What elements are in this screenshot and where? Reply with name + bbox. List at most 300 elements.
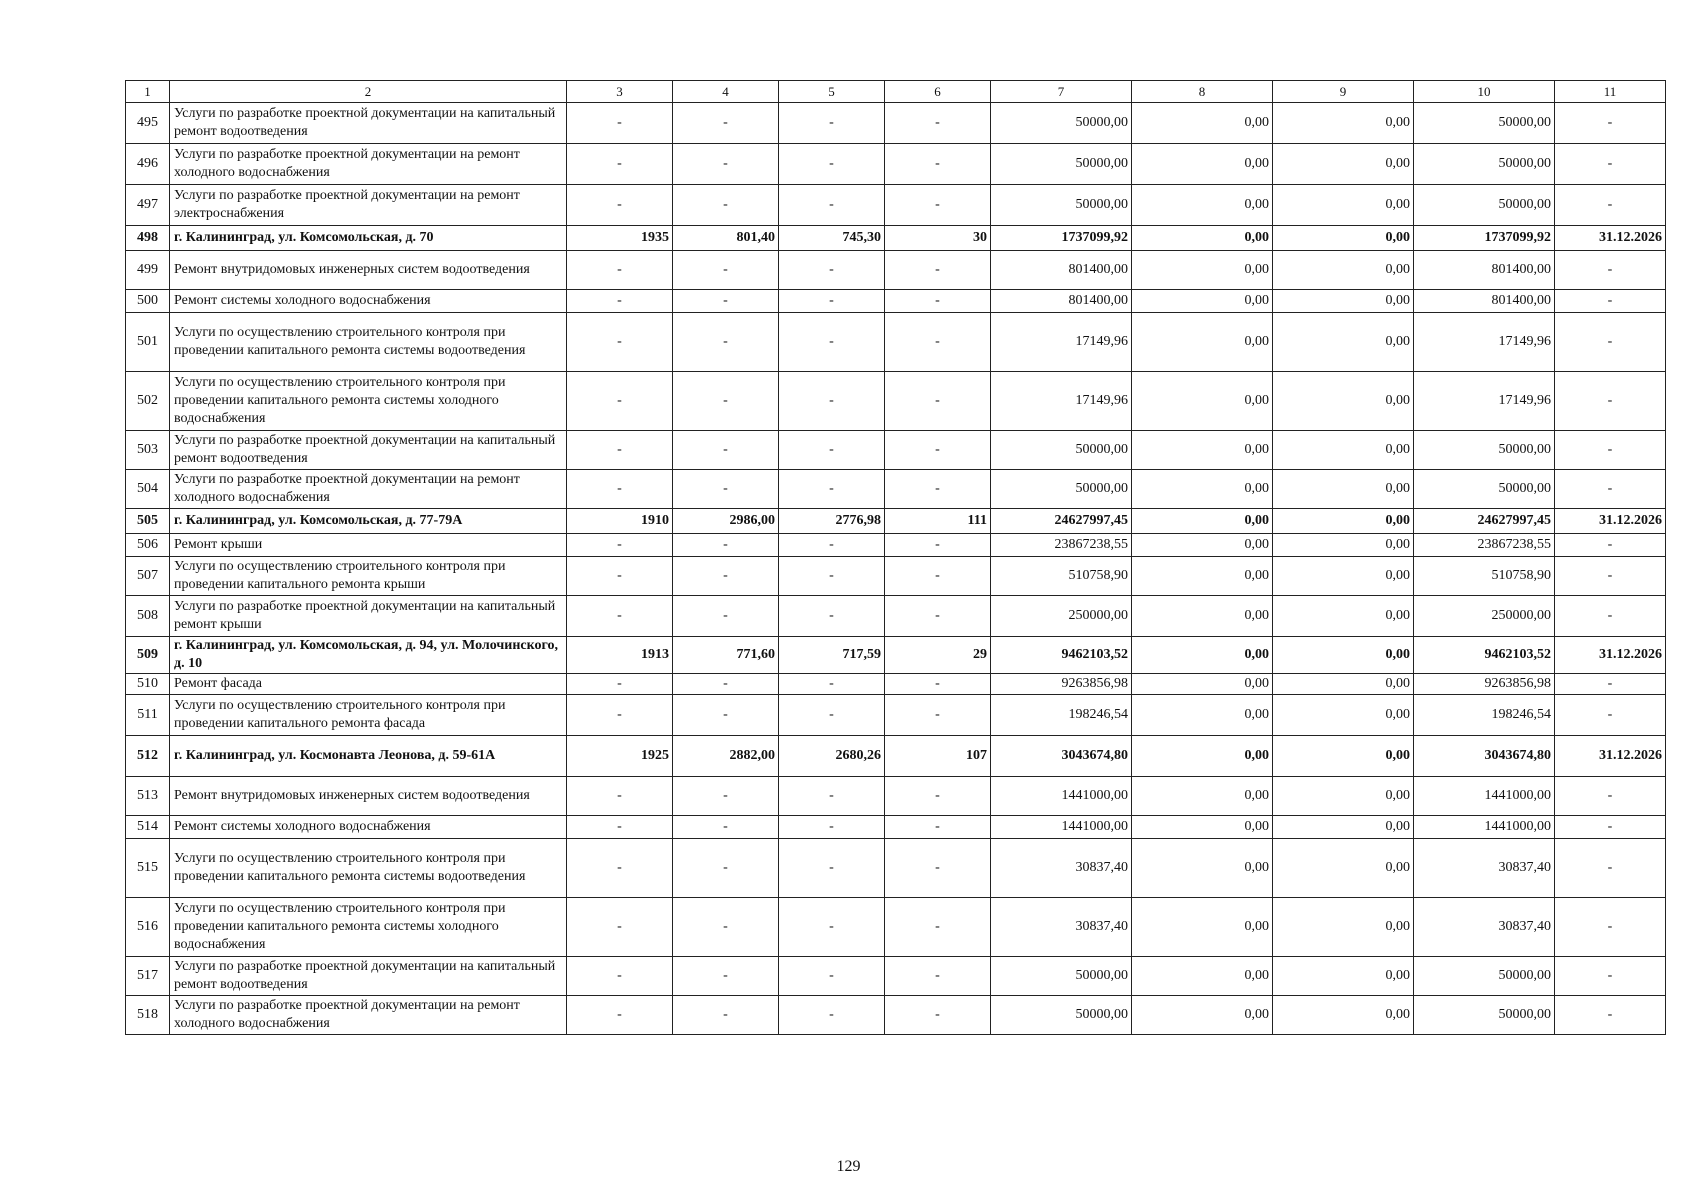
col9-cell: 0,00 [1273, 372, 1414, 431]
column-number-header: 3 [567, 81, 673, 103]
col6-cell: 30 [885, 226, 991, 251]
col3-cell: - [567, 103, 673, 144]
col3-cell: - [567, 839, 673, 898]
item-name-cell: Услуги по разработке проектной документации на капитальный ремонт водоотведения [170, 431, 567, 470]
col11-cell: - [1555, 777, 1666, 816]
col6-cell: - [885, 996, 991, 1035]
col9-cell: 0,00 [1273, 144, 1414, 185]
col6-cell: - [885, 695, 991, 736]
col8-cell: 0,00 [1132, 816, 1273, 839]
col5-cell: - [779, 957, 885, 996]
col9-cell: 0,00 [1273, 674, 1414, 695]
column-number-header: 6 [885, 81, 991, 103]
row-number-cell: 500 [126, 290, 170, 313]
col7-cell: 1441000,00 [991, 777, 1132, 816]
col8-cell: 0,00 [1132, 839, 1273, 898]
col10-cell: 17149,96 [1414, 372, 1555, 431]
row-number-cell: 503 [126, 431, 170, 470]
col7-cell: 50000,00 [991, 957, 1132, 996]
row-number-cell: 497 [126, 185, 170, 226]
col6-cell: - [885, 816, 991, 839]
col9-cell: 0,00 [1273, 736, 1414, 777]
item-name-cell: Услуги по разработке проектной документации на ремонт холодного водоснабжения [170, 996, 567, 1035]
row-number-cell: 507 [126, 557, 170, 596]
col8-cell: 0,00 [1132, 509, 1273, 534]
col6-cell: - [885, 185, 991, 226]
col4-cell: - [673, 313, 779, 372]
item-name-cell: Услуги по разработке проектной документации на ремонт холодного водоснабжения [170, 470, 567, 509]
col8-cell: 0,00 [1132, 251, 1273, 290]
col9-cell: 0,00 [1273, 777, 1414, 816]
table-row [126, 695, 1666, 736]
column-number-header: 2 [170, 81, 567, 103]
col6-cell: - [885, 534, 991, 557]
col6-cell: - [885, 898, 991, 957]
table-row [126, 313, 1666, 372]
col11-cell: - [1555, 144, 1666, 185]
col8-cell: 0,00 [1132, 674, 1273, 695]
col4-cell: 801,40 [673, 226, 779, 251]
column-number-header: 8 [1132, 81, 1273, 103]
col10-cell: 23867238,55 [1414, 534, 1555, 557]
col5-cell: - [779, 596, 885, 637]
col9-cell: 0,00 [1273, 290, 1414, 313]
col10-cell: 9462103,52 [1414, 637, 1555, 674]
col3-cell: - [567, 431, 673, 470]
col7-cell: 1441000,00 [991, 816, 1132, 839]
col11-cell: - [1555, 898, 1666, 957]
col4-cell: - [673, 596, 779, 637]
col10-cell: 510758,90 [1414, 557, 1555, 596]
col3-cell: 1935 [567, 226, 673, 251]
col10-cell: 1737099,92 [1414, 226, 1555, 251]
col5-cell: - [779, 695, 885, 736]
col7-cell: 17149,96 [991, 372, 1132, 431]
col4-cell: - [673, 470, 779, 509]
col9-cell: 0,00 [1273, 251, 1414, 290]
col5-cell: - [779, 144, 885, 185]
col5-cell: - [779, 185, 885, 226]
item-name-cell: Ремонт системы холодного водоснабжения [170, 816, 567, 839]
row-number-cell: 496 [126, 144, 170, 185]
col4-cell: - [673, 431, 779, 470]
address-row [126, 736, 1666, 777]
col10-cell: 1441000,00 [1414, 816, 1555, 839]
col5-cell: 2680,26 [779, 736, 885, 777]
col11-cell: - [1555, 290, 1666, 313]
item-name-cell: Услуги по осуществлению строительного контроля при проведении капитального ремонта крыши [170, 557, 567, 596]
col5-cell: 2776,98 [779, 509, 885, 534]
col8-cell: 0,00 [1132, 144, 1273, 185]
col4-cell: - [673, 839, 779, 898]
table-row [126, 431, 1666, 470]
col9-cell: 0,00 [1273, 226, 1414, 251]
col9-cell: 0,00 [1273, 313, 1414, 372]
item-name-cell: Ремонт внутридомовых инженерных систем водоотведения [170, 251, 567, 290]
table-row [126, 534, 1666, 557]
col8-cell: 0,00 [1132, 736, 1273, 777]
row-number-cell: 502 [126, 372, 170, 431]
col3-cell: 1913 [567, 637, 673, 674]
col9-cell: 0,00 [1273, 695, 1414, 736]
table-row [126, 898, 1666, 957]
col3-cell: - [567, 596, 673, 637]
col4-cell: - [673, 557, 779, 596]
item-name-cell: Услуги по осуществлению строительного контроля при проведении капитального ремонта системы холодного водоснабжения [170, 372, 567, 431]
col6-cell: - [885, 290, 991, 313]
col11-cell: - [1555, 534, 1666, 557]
col5-cell: - [779, 372, 885, 431]
col5-cell: - [779, 103, 885, 144]
col10-cell: 50000,00 [1414, 431, 1555, 470]
col7-cell: 23867238,55 [991, 534, 1132, 557]
table-row [126, 557, 1666, 596]
col7-cell: 50000,00 [991, 470, 1132, 509]
col4-cell: - [673, 251, 779, 290]
col11-cell: 31.12.2026 [1555, 509, 1666, 534]
col9-cell: 0,00 [1273, 509, 1414, 534]
table-row [126, 777, 1666, 816]
item-name-cell: Ремонт крыши [170, 534, 567, 557]
table-row [126, 185, 1666, 226]
col3-cell: - [567, 470, 673, 509]
col6-cell: - [885, 313, 991, 372]
row-number-cell: 513 [126, 777, 170, 816]
col10-cell: 50000,00 [1414, 103, 1555, 144]
col6-cell: - [885, 144, 991, 185]
col8-cell: 0,00 [1132, 431, 1273, 470]
col6-cell: - [885, 596, 991, 637]
item-name-cell: Услуги по осуществлению строительного контроля при проведении капитального ремонта системы холодного водоснабжения [170, 898, 567, 957]
col9-cell: 0,00 [1273, 816, 1414, 839]
col5-cell: - [779, 431, 885, 470]
col4-cell: - [673, 290, 779, 313]
col7-cell: 801400,00 [991, 251, 1132, 290]
column-number-header: 5 [779, 81, 885, 103]
col11-cell: - [1555, 313, 1666, 372]
col4-cell: - [673, 777, 779, 816]
col6-cell: - [885, 839, 991, 898]
col3-cell: - [567, 957, 673, 996]
col7-cell: 30837,40 [991, 839, 1132, 898]
table-row [126, 103, 1666, 144]
item-name-cell: Услуги по осуществлению строительного контроля при проведении капитального ремонта системы водоотведения [170, 313, 567, 372]
row-number-cell: 514 [126, 816, 170, 839]
col4-cell: - [673, 144, 779, 185]
col5-cell: 717,59 [779, 637, 885, 674]
item-name-cell: Услуги по разработке проектной документации на капитальный ремонт водоотведения [170, 103, 567, 144]
col5-cell: - [779, 313, 885, 372]
col8-cell: 0,00 [1132, 534, 1273, 557]
col10-cell: 17149,96 [1414, 313, 1555, 372]
column-number-header: 9 [1273, 81, 1414, 103]
col10-cell: 9263856,98 [1414, 674, 1555, 695]
row-number-cell: 516 [126, 898, 170, 957]
col3-cell: - [567, 290, 673, 313]
col7-cell: 50000,00 [991, 144, 1132, 185]
col6-cell: - [885, 557, 991, 596]
item-name-cell: г. Калининград, ул. Комсомольская, д. 77-79А [170, 509, 567, 534]
col7-cell: 3043674,80 [991, 736, 1132, 777]
col9-cell: 0,00 [1273, 557, 1414, 596]
col10-cell: 50000,00 [1414, 144, 1555, 185]
column-number-header-row [126, 81, 1666, 103]
col11-cell: - [1555, 596, 1666, 637]
col4-cell: - [673, 898, 779, 957]
row-number-cell: 518 [126, 996, 170, 1035]
col5-cell: - [779, 816, 885, 839]
col3-cell: - [567, 816, 673, 839]
item-name-cell: Услуги по осуществлению строительного контроля при проведении капитального ремонта системы водоотведения [170, 839, 567, 898]
item-name-cell: г. Калининград, ул. Космонавта Леонова, д. 59-61А [170, 736, 567, 777]
item-name-cell: Услуги по разработке проектной документации на ремонт электроснабжения [170, 185, 567, 226]
col8-cell: 0,00 [1132, 103, 1273, 144]
col9-cell: 0,00 [1273, 534, 1414, 557]
col7-cell: 50000,00 [991, 431, 1132, 470]
col11-cell: - [1555, 103, 1666, 144]
col4-cell: - [673, 816, 779, 839]
col3-cell: - [567, 313, 673, 372]
col11-cell: 31.12.2026 [1555, 637, 1666, 674]
col8-cell: 0,00 [1132, 313, 1273, 372]
col8-cell: 0,00 [1132, 695, 1273, 736]
col8-cell: 0,00 [1132, 777, 1273, 816]
column-number-header: 10 [1414, 81, 1555, 103]
col6-cell: - [885, 674, 991, 695]
col10-cell: 50000,00 [1414, 185, 1555, 226]
column-number-header: 1 [126, 81, 170, 103]
col6-cell: 29 [885, 637, 991, 674]
col6-cell: - [885, 251, 991, 290]
col6-cell: - [885, 372, 991, 431]
col4-cell: - [673, 185, 779, 226]
table-row [126, 596, 1666, 637]
table-row [126, 957, 1666, 996]
col11-cell: - [1555, 185, 1666, 226]
col8-cell: 0,00 [1132, 185, 1273, 226]
table-row [126, 839, 1666, 898]
col10-cell: 3043674,80 [1414, 736, 1555, 777]
col9-cell: 0,00 [1273, 185, 1414, 226]
col3-cell: - [567, 144, 673, 185]
col6-cell: - [885, 957, 991, 996]
item-name-cell: Услуги по разработке проектной документации на ремонт холодного водоснабжения [170, 144, 567, 185]
item-name-cell: Услуги по осуществлению строительного контроля при проведении капитального ремонта фасада [170, 695, 567, 736]
item-name-cell: Ремонт системы холодного водоснабжения [170, 290, 567, 313]
item-name-cell: Ремонт фасада [170, 674, 567, 695]
item-name-cell: Услуги по разработке проектной документации на капитальный ремонт водоотведения [170, 957, 567, 996]
col8-cell: 0,00 [1132, 226, 1273, 251]
col5-cell: - [779, 674, 885, 695]
row-number-cell: 512 [126, 736, 170, 777]
col10-cell: 30837,40 [1414, 839, 1555, 898]
row-number-cell: 504 [126, 470, 170, 509]
row-number-cell: 506 [126, 534, 170, 557]
col11-cell: - [1555, 839, 1666, 898]
col4-cell: - [673, 996, 779, 1035]
col7-cell: 1737099,92 [991, 226, 1132, 251]
col7-cell: 9263856,98 [991, 674, 1132, 695]
col4-cell: - [673, 674, 779, 695]
col4-cell: - [673, 103, 779, 144]
column-number-header: 4 [673, 81, 779, 103]
repair-schedule-table [125, 80, 1666, 1035]
col10-cell: 50000,00 [1414, 957, 1555, 996]
table-row [126, 470, 1666, 509]
col4-cell: 2882,00 [673, 736, 779, 777]
col3-cell: - [567, 996, 673, 1035]
col6-cell: - [885, 470, 991, 509]
col3-cell: - [567, 695, 673, 736]
col5-cell: - [779, 996, 885, 1035]
item-name-cell: г. Калининград, ул. Комсомольская, д. 70 [170, 226, 567, 251]
col4-cell: - [673, 372, 779, 431]
col9-cell: 0,00 [1273, 957, 1414, 996]
table-row [126, 372, 1666, 431]
col9-cell: 0,00 [1273, 470, 1414, 509]
col10-cell: 801400,00 [1414, 251, 1555, 290]
col3-cell: - [567, 534, 673, 557]
col8-cell: 0,00 [1132, 372, 1273, 431]
col6-cell: 111 [885, 509, 991, 534]
col3-cell: 1925 [567, 736, 673, 777]
address-row [126, 637, 1666, 674]
col9-cell: 0,00 [1273, 596, 1414, 637]
col8-cell: 0,00 [1132, 290, 1273, 313]
col7-cell: 50000,00 [991, 185, 1132, 226]
col9-cell: 0,00 [1273, 898, 1414, 957]
row-number-cell: 510 [126, 674, 170, 695]
col9-cell: 0,00 [1273, 637, 1414, 674]
col3-cell: - [567, 674, 673, 695]
col8-cell: 0,00 [1132, 557, 1273, 596]
col5-cell: - [779, 839, 885, 898]
table-row [126, 251, 1666, 290]
row-number-cell: 509 [126, 637, 170, 674]
col11-cell: - [1555, 557, 1666, 596]
col11-cell: - [1555, 996, 1666, 1035]
row-number-cell: 498 [126, 226, 170, 251]
col7-cell: 24627997,45 [991, 509, 1132, 534]
item-name-cell: Ремонт внутридомовых инженерных систем водоотведения [170, 777, 567, 816]
col7-cell: 50000,00 [991, 996, 1132, 1035]
col11-cell: - [1555, 695, 1666, 736]
row-number-cell: 505 [126, 509, 170, 534]
col9-cell: 0,00 [1273, 431, 1414, 470]
item-name-cell: Услуги по разработке проектной документации на капитальный ремонт крыши [170, 596, 567, 637]
col11-cell: - [1555, 470, 1666, 509]
col4-cell: 771,60 [673, 637, 779, 674]
col7-cell: 17149,96 [991, 313, 1132, 372]
col8-cell: 0,00 [1132, 596, 1273, 637]
table-row [126, 144, 1666, 185]
row-number-cell: 501 [126, 313, 170, 372]
col3-cell: - [567, 251, 673, 290]
col3-cell: - [567, 557, 673, 596]
col8-cell: 0,00 [1132, 898, 1273, 957]
row-number-cell: 517 [126, 957, 170, 996]
col3-cell: - [567, 185, 673, 226]
col8-cell: 0,00 [1132, 996, 1273, 1035]
row-number-cell: 515 [126, 839, 170, 898]
col7-cell: 510758,90 [991, 557, 1132, 596]
col5-cell: - [779, 470, 885, 509]
col11-cell: - [1555, 372, 1666, 431]
col3-cell: 1910 [567, 509, 673, 534]
col10-cell: 801400,00 [1414, 290, 1555, 313]
row-number-cell: 499 [126, 251, 170, 290]
col3-cell: - [567, 372, 673, 431]
col3-cell: - [567, 777, 673, 816]
col7-cell: 250000,00 [991, 596, 1132, 637]
col10-cell: 1441000,00 [1414, 777, 1555, 816]
col11-cell: - [1555, 674, 1666, 695]
col9-cell: 0,00 [1273, 996, 1414, 1035]
col8-cell: 0,00 [1132, 470, 1273, 509]
page-number: 129 [836, 1158, 861, 1175]
col6-cell: - [885, 103, 991, 144]
col10-cell: 50000,00 [1414, 470, 1555, 509]
table-row [126, 290, 1666, 313]
col7-cell: 801400,00 [991, 290, 1132, 313]
col10-cell: 198246,54 [1414, 695, 1555, 736]
col6-cell: - [885, 431, 991, 470]
col7-cell: 198246,54 [991, 695, 1132, 736]
col4-cell: - [673, 957, 779, 996]
row-number-cell: 511 [126, 695, 170, 736]
col5-cell: - [779, 534, 885, 557]
col10-cell: 30837,40 [1414, 898, 1555, 957]
address-row [126, 226, 1666, 251]
col7-cell: 9462103,52 [991, 637, 1132, 674]
row-number-cell: 508 [126, 596, 170, 637]
table-row [126, 674, 1666, 695]
col8-cell: 0,00 [1132, 637, 1273, 674]
col10-cell: 250000,00 [1414, 596, 1555, 637]
col11-cell: - [1555, 957, 1666, 996]
col5-cell: - [779, 557, 885, 596]
col11-cell: - [1555, 251, 1666, 290]
col5-cell: - [779, 251, 885, 290]
col10-cell: 50000,00 [1414, 996, 1555, 1035]
column-number-header: 7 [991, 81, 1132, 103]
table-row [126, 996, 1666, 1035]
col4-cell: - [673, 534, 779, 557]
col9-cell: 0,00 [1273, 839, 1414, 898]
item-name-cell: г. Калининград, ул. Комсомольская, д. 94, ул. Молочинского, д. 10 [170, 637, 567, 674]
col3-cell: - [567, 898, 673, 957]
column-number-header: 11 [1555, 81, 1666, 103]
col9-cell: 0,00 [1273, 103, 1414, 144]
col11-cell: - [1555, 431, 1666, 470]
col11-cell: 31.12.2026 [1555, 736, 1666, 777]
col4-cell: 2986,00 [673, 509, 779, 534]
col11-cell: 31.12.2026 [1555, 226, 1666, 251]
col5-cell: - [779, 898, 885, 957]
col6-cell: - [885, 777, 991, 816]
col5-cell: - [779, 777, 885, 816]
col5-cell: 745,30 [779, 226, 885, 251]
col7-cell: 30837,40 [991, 898, 1132, 957]
table-row [126, 816, 1666, 839]
address-row [126, 509, 1666, 534]
row-number-cell: 495 [126, 103, 170, 144]
col5-cell: - [779, 290, 885, 313]
col6-cell: 107 [885, 736, 991, 777]
col7-cell: 50000,00 [991, 103, 1132, 144]
col4-cell: - [673, 695, 779, 736]
col8-cell: 0,00 [1132, 957, 1273, 996]
